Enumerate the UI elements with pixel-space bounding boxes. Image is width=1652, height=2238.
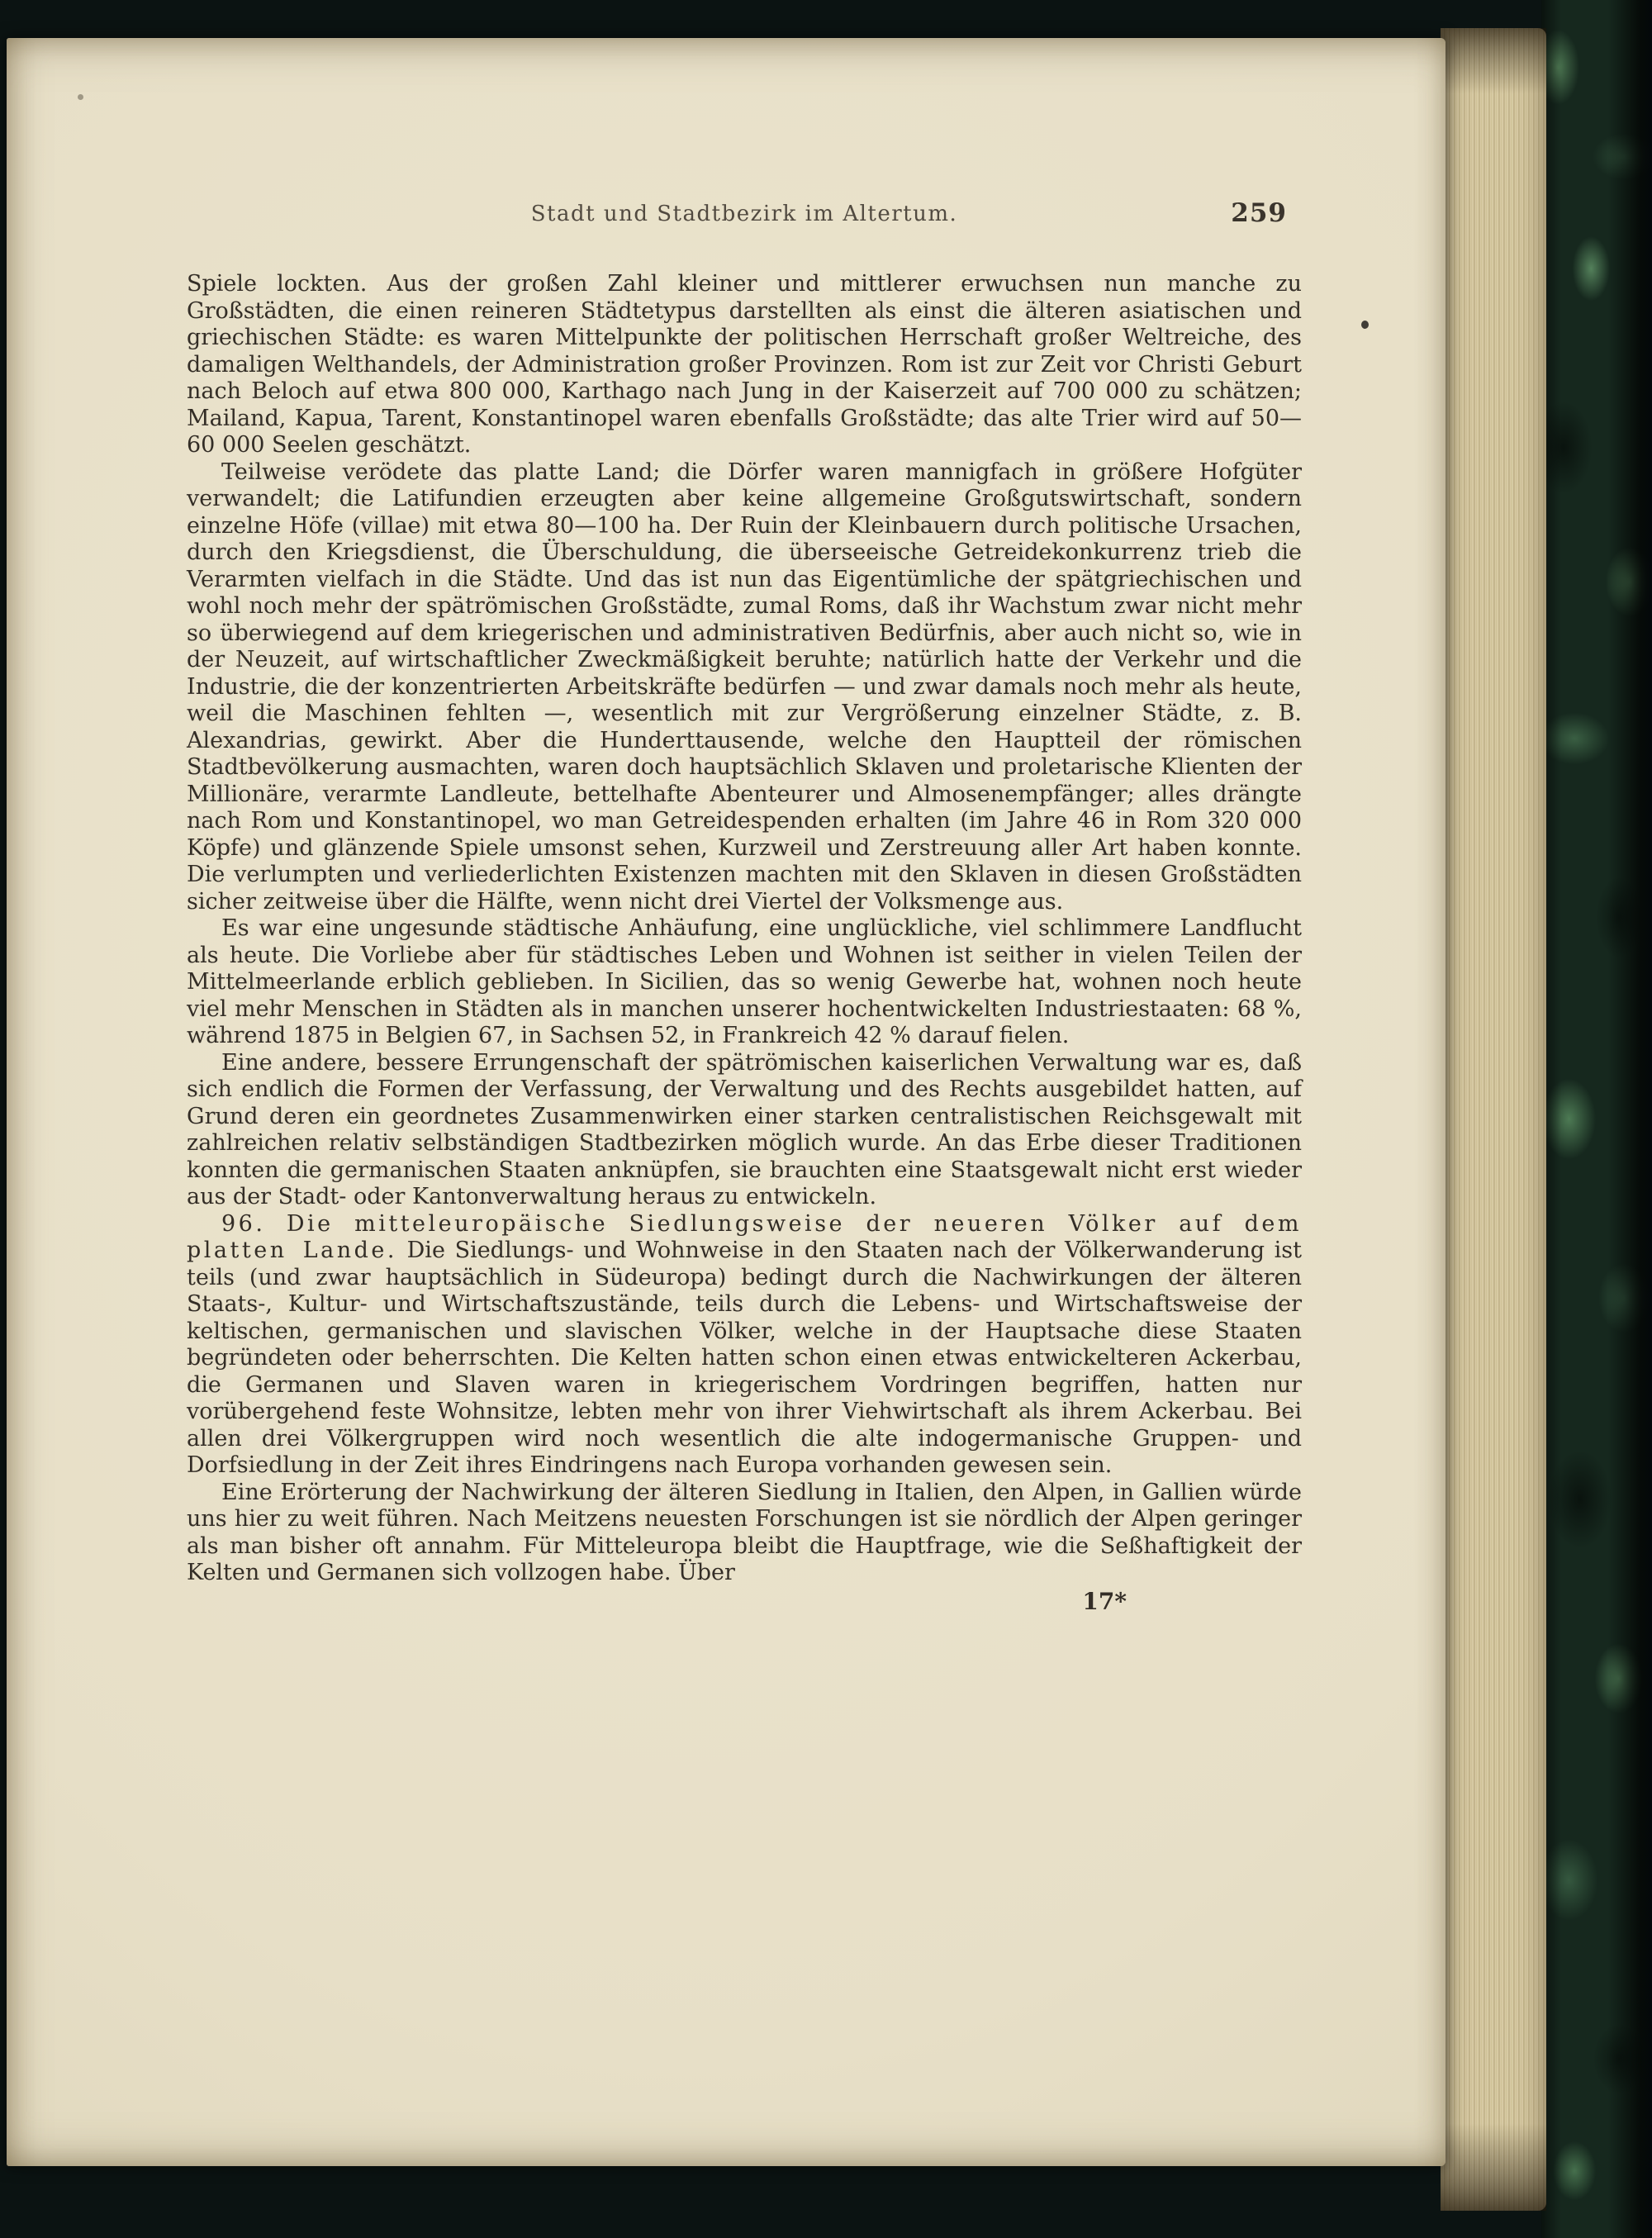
paragraph: Eine Erörterung der Nachwirkung der älteren Siedlung in Italien, den Alpen, in Gallien würde uns hier zu weit führen. Nach Meitzens neuesten Forschungen ist sie nördlich der Alpen geringer als man bisher oft annahm. Für Mitteleuropa bleibt die Hauptfrage, wie die Seßhaftigkeit der Kelten und Germanen sich vollzogen habe. Über [187,1479,1302,1585]
ink-spot [1361,321,1369,329]
paragraph-section-96 [187,1211,1302,1480]
running-head: Stadt und Stadtbezirk im Altertum. [530,202,958,226]
page-number: 259 [1231,198,1287,228]
section-body: Die Siedlungs- und Wohnweise in den Staaten nach der Völkerwanderung ist teils (und zwar hauptsächlich in Südeuropa) bedingt durch die Nachwirkungen der älteren Staats-, Kultur- und Wirtschaftszustände, teils durch die Lebens- und Wirtschaftsweise der keltischen, germanischen und slavischen Völker, welche in der Hauptsache diese Staaten begründeten oder beherrschten. Die Kelten hatten schon einen etwas entwickelteren Ackerbau, die Germanen und Slaven waren in kriegerischem Vordringen begriffen, hatten nur vorübergehend feste Wohnsitze, lebten mehr von ihrer Viehwirtschaft als ihrem Ackerbau. Bei allen drei Völkergruppen wird noch wesentlich die alte indogermanische Gruppen- und Dorfsiedlung in der Zeit ihres Eindringens nach Europa vorhanden gewesen sein. [187,1238,1302,1478]
section-heading: 96. Die mitteleuropäische Siedlungsweise der neueren Völker auf dem platten Lande. [187,1210,1302,1263]
paragraph-continuation: Spiele lockten. Aus der großen Zahl kleiner und mittlerer erwuchsen nun manche zu Großstädten, die einen reineren Städtetypus darstellten als einst die älteren asiatischen und griechischen Städte: es waren Mittelpunkte der politischen Herrschaft großer Weltreiche, des damaligen Welthandels, der Administration großer Provinzen. Rom ist zur Zeit vor Christi Geburt nach Beloch auf etwa 800 000, Karthago nach Jung in der Kaiserzeit auf 700 000 zu schätzen; Mailand, Kapua, Tarent, Konstantinopel waren ebenfalls Großstädte; das alte Trier wird auf 50—60 000 Seelen geschätzt. [187,271,1302,458]
page-edge-stack [1441,28,1546,2211]
paragraph: Eine andere, bessere Errungenschaft der spätrömischen kaiserlichen Verwaltung war es, daß sich endlich die Formen der Verfassung, der Verwaltung und des Rechts ausgebildet hatten, auf Grund deren ein geordnetes Zusammenwirken einer starken centralistischen Reichsgewalt mit zahlreichen relativ selbständigen Stadtbezirken möglich wurde. An das Erbe dieser Traditionen konnten die germanischen Staaten anknüpfen, sie brauchten eine Staatsgewalt nicht erst wieder aus der Stadt- oder Kantonverwaltung heraus zu entwickeln. [187,1049,1302,1209]
book-page [7,38,1446,2166]
paragraph: Es war eine ungesunde städtische Anhäufung, eine unglückliche, viel schlimmere Landflucht als heute. Die Vorliebe aber für städtisches Leben und Wohnen ist seither in vielen Teilen der Mittelmeerlande erblich geblieben. In Sicilien, das so wenig Gewerbe hat, wohnen noch heute viel mehr Menschen in Städten als in manchen unserer hochentwickelten Industriestaaten: 68 %, während 1875 in Belgien 67, in Sachsen 52, in Frankreich 42 % darauf fielen. [187,915,1302,1048]
page-header [187,198,1302,235]
book-cover-marbled [1541,0,1652,2238]
text-block [187,198,1302,1615]
paragraph: Teilweise verödete das platte Land; die Dörfer waren mannigfach in größere Hofgüter verwandelt; die Latifundien erzeugten aber keine allgemeine Großgutswirtschaft, sondern einzelne Höfe (villae) mit etwa 80—100 ha. Der Ruin der Kleinbauern durch politische Ursachen, durch den Kriegsdienst, die Überschuldung, die überseeische Getreidekonkurrenz trieb die Verarmten vielfach in die Städte. Und das ist nun das Eigentümliche der spätgriechischen und wohl noch mehr der spätrömischen Großstädte, zumal Roms, daß ihr Wachstum zwar nicht mehr so überwiegend auf dem kriegerischen und administrativen Bedürfnis, aber auch nicht so, wie in der Neuzeit, auf wirtschaftlicher Zweckmäßigkeit beruhte; natürlich hatte der Verkehr und die Industrie, die der konzentrierten Arbeitskräfte bedürfen — und zwar damals noch mehr als heute, weil die Maschinen fehlten —, wesentlich mit zur Vergrößerung einzelner Städte, z. B. Alexandrias, gewirkt. Aber die Hunderttausende, welche den Hauptteil der römischen Stadtbevölkerung ausmachten, waren doch hauptsächlich Sklaven und proletarische Klienten der Millionäre, verarmte Landleute, bettelhafte Abenteurer und Almosenempfänger; alles drängte nach Rom und Konstantinopel, wo man Getreidespenden erhalten (im Jahre 46 in Rom 320 000 Köpfe) und glänzende Spiele umsonst sehen, Kurzweil und Zerstreuung aller Art haben konnte. Die verlumpten und verliederlichten Existenzen machten mit den Sklaven in diesen Großstädten sicher zeitweise über die Hälfte, wenn nicht drei Viertel der Volksmenge aus. [187,459,1302,915]
paper-speck [78,94,83,100]
signature-mark: 17* [1082,1587,1127,1615]
body-text [187,271,1302,1615]
